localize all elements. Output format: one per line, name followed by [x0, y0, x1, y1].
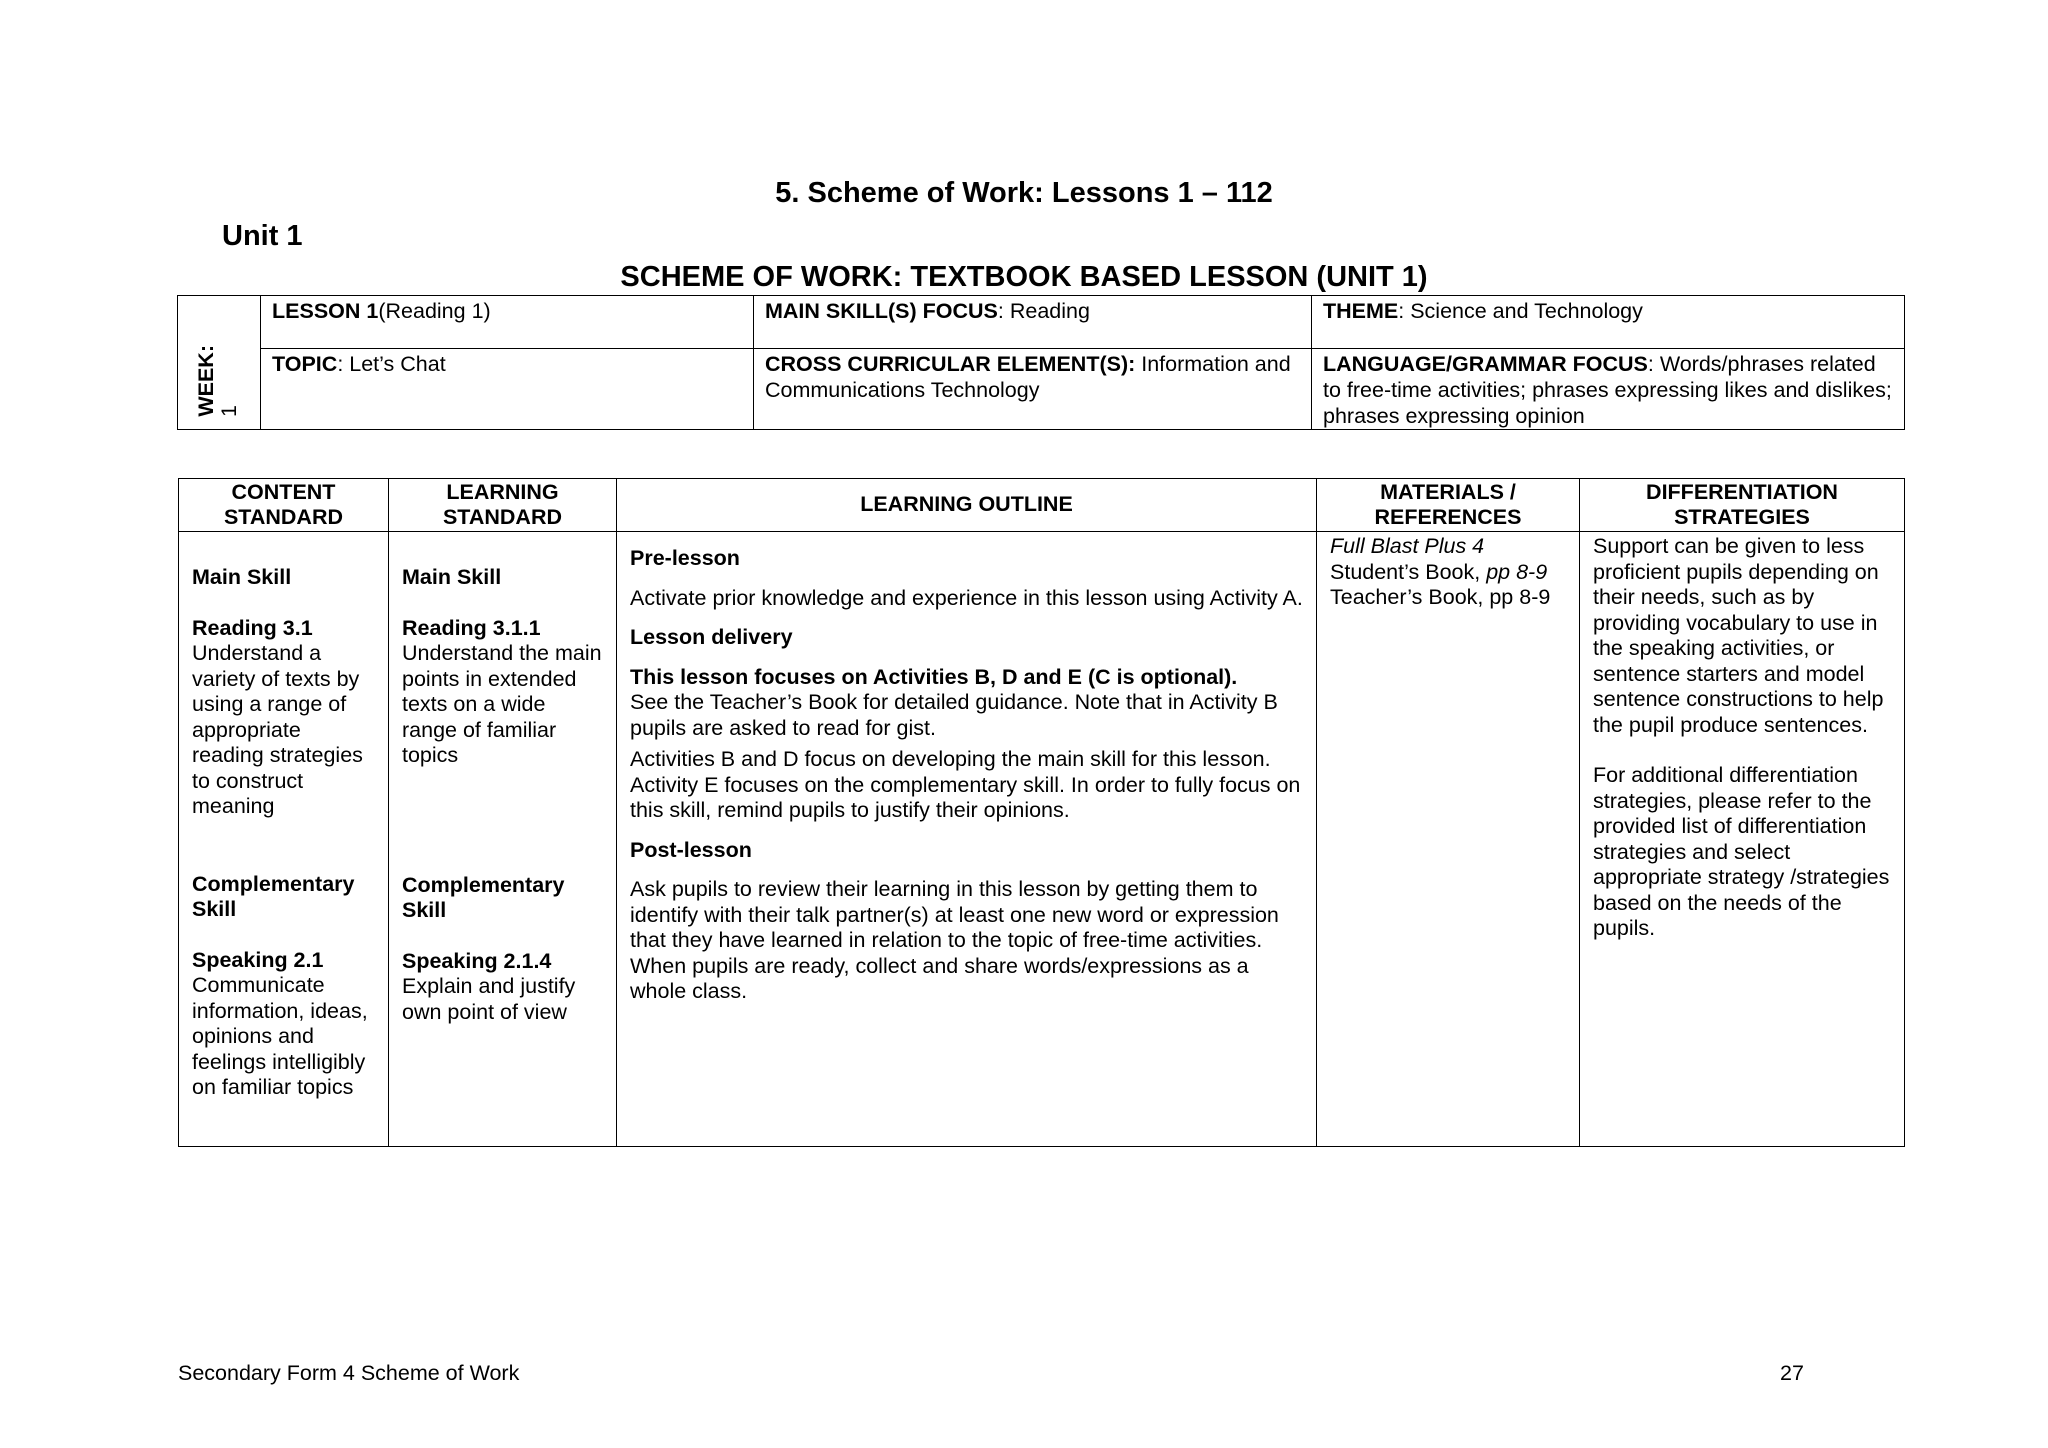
header-content-standard: CONTENT STANDARD: [179, 479, 389, 532]
topic-cell: [261, 349, 754, 430]
students-book-pages: pp 8-9: [1486, 559, 1548, 584]
week-cell: [178, 296, 261, 430]
learning-standard-cell: [389, 532, 617, 1147]
differentiation-cell: [1580, 532, 1905, 1147]
learning-comp-text: Explain and justify own point of view: [402, 974, 576, 1024]
lesson-cell: [261, 296, 754, 349]
page-number: 27: [1780, 1361, 1804, 1385]
cross-curricular-value: Information and Communications Technology: [765, 352, 1291, 402]
scheme-table: [178, 478, 1905, 1147]
unit-heading: Unit 1: [222, 220, 303, 252]
post-lesson-text: Ask pupils to review their learning in this lesson by getting them to identify with their talk partner(s) at least one new word or expression that they have learned in relation to the topic of free-time activities. When pupils are ready, collect and share words/expressions as a whole class.: [630, 877, 1279, 1003]
cross-curricular-label: CROSS CURRICULAR ELEMENT(S):: [765, 352, 1136, 376]
content-main-text: Understand a variety of texts by using a range of appropriate reading strategies to construct meaning: [192, 641, 363, 818]
language-focus-cell: [1312, 349, 1905, 430]
cross-curricular-cell: [754, 349, 1312, 430]
section-heading: 5. Scheme of Work: Lessons 1 – 112: [775, 177, 1273, 209]
lesson-delivery-heading: Lesson delivery: [630, 625, 793, 649]
lesson-delivery-text-1: See the Teacher’s Book for detailed guidance. Note that in Activity B pupils are asked to read for gist.: [630, 690, 1278, 740]
learning-outline-cell: [617, 532, 1317, 1147]
footer-title: Secondary Form 4 Scheme of Work: [178, 1361, 520, 1385]
header-learning-outline: LEARNING OUTLINE: [617, 479, 1317, 532]
theme-cell: [1312, 296, 1905, 349]
main-skill-value: : Reading: [997, 299, 1090, 323]
theme-label: THEME: [1323, 299, 1399, 323]
content-comp-text: Communicate information, ideas, opinions and feelings intelligibly on familiar topics: [192, 973, 368, 1099]
learning-main-skill-heading: Main Skill: [402, 565, 502, 589]
pre-lesson-heading: Pre-lesson: [630, 546, 740, 570]
content-main-skill-heading: Main Skill: [192, 565, 292, 589]
main-skill-cell: [754, 296, 1312, 349]
learning-main-code: Reading 3.1.1: [402, 615, 541, 640]
week-label: WEEK:: [194, 345, 218, 417]
students-book: Student’s Book,: [1330, 559, 1487, 584]
differentiation-para-2: For additional differentiation strategies, please refer to the provided list of differentiation strategies and select appropriate strategy /strategies based on the needs of the pupils.: [1593, 763, 1890, 940]
learning-comp-heading: Complementary Skill: [402, 872, 565, 922]
lesson-value: (Reading 1): [378, 299, 491, 323]
language-focus-value: : Words/phrases related to free-time activities; phrases expressing likes and dislikes; phrases expressing opinion: [1323, 352, 1892, 428]
content-main-code: Reading 3.1: [192, 615, 313, 640]
lesson-info-table: [177, 295, 1905, 430]
lesson-delivery-text-2: Activities B and D focus on developing the main skill for this lesson. Activity E focuses on the complementary skill. In order to fully focus on this skill, remind pupils to justify their opinions.: [630, 747, 1301, 822]
pre-lesson-text: Activate prior knowledge and experience in this lesson using Activity A.: [630, 585, 1303, 610]
lesson-delivery-focus: This lesson focuses on Activities B, D and E (C is optional).: [630, 664, 1238, 689]
book-title: Full Blast Plus 4: [1330, 534, 1485, 558]
header-learning-standard: LEARNING STANDARD: [389, 479, 617, 532]
main-skill-label: MAIN SKILL(S) FOCUS: [765, 299, 998, 323]
lesson-label: LESSON 1: [272, 299, 379, 323]
content-comp-heading: Complementary Skill: [192, 871, 355, 921]
learning-main-text: Understand the main points in extended texts on a wide range of familiar topics: [402, 641, 602, 767]
learning-comp-code: Speaking 2.1.4: [402, 948, 552, 973]
post-lesson-heading: Post-lesson: [630, 837, 752, 862]
content-comp-code: Speaking 2.1: [192, 947, 324, 972]
teachers-book: Teacher’s Book, pp 8-9: [1330, 585, 1551, 609]
differentiation-para-1: Support can be given to less proficient pupils depending on their needs, such as by providing vocabulary to use in the speaking activities, or sentence starters and model sentence constructions to help the pupil produce sentences.: [1593, 534, 1884, 737]
topic-label: TOPIC: [272, 352, 338, 376]
header-materials: MATERIALS / REFERENCES: [1317, 479, 1580, 532]
header-differentiation: DIFFERENTIATION STRATEGIES: [1580, 479, 1905, 532]
week-value: 1: [217, 405, 241, 417]
materials-cell: [1317, 532, 1580, 1147]
table-title: SCHEME OF WORK: TEXTBOOK BASED LESSON (UNIT 1): [620, 261, 1428, 293]
content-standard-cell: [179, 532, 389, 1147]
language-focus-label: LANGUAGE/GRAMMAR FOCUS: [1323, 352, 1648, 376]
topic-value: : Let’s Chat: [337, 352, 446, 376]
theme-value: : Science and Technology: [1398, 299, 1643, 323]
